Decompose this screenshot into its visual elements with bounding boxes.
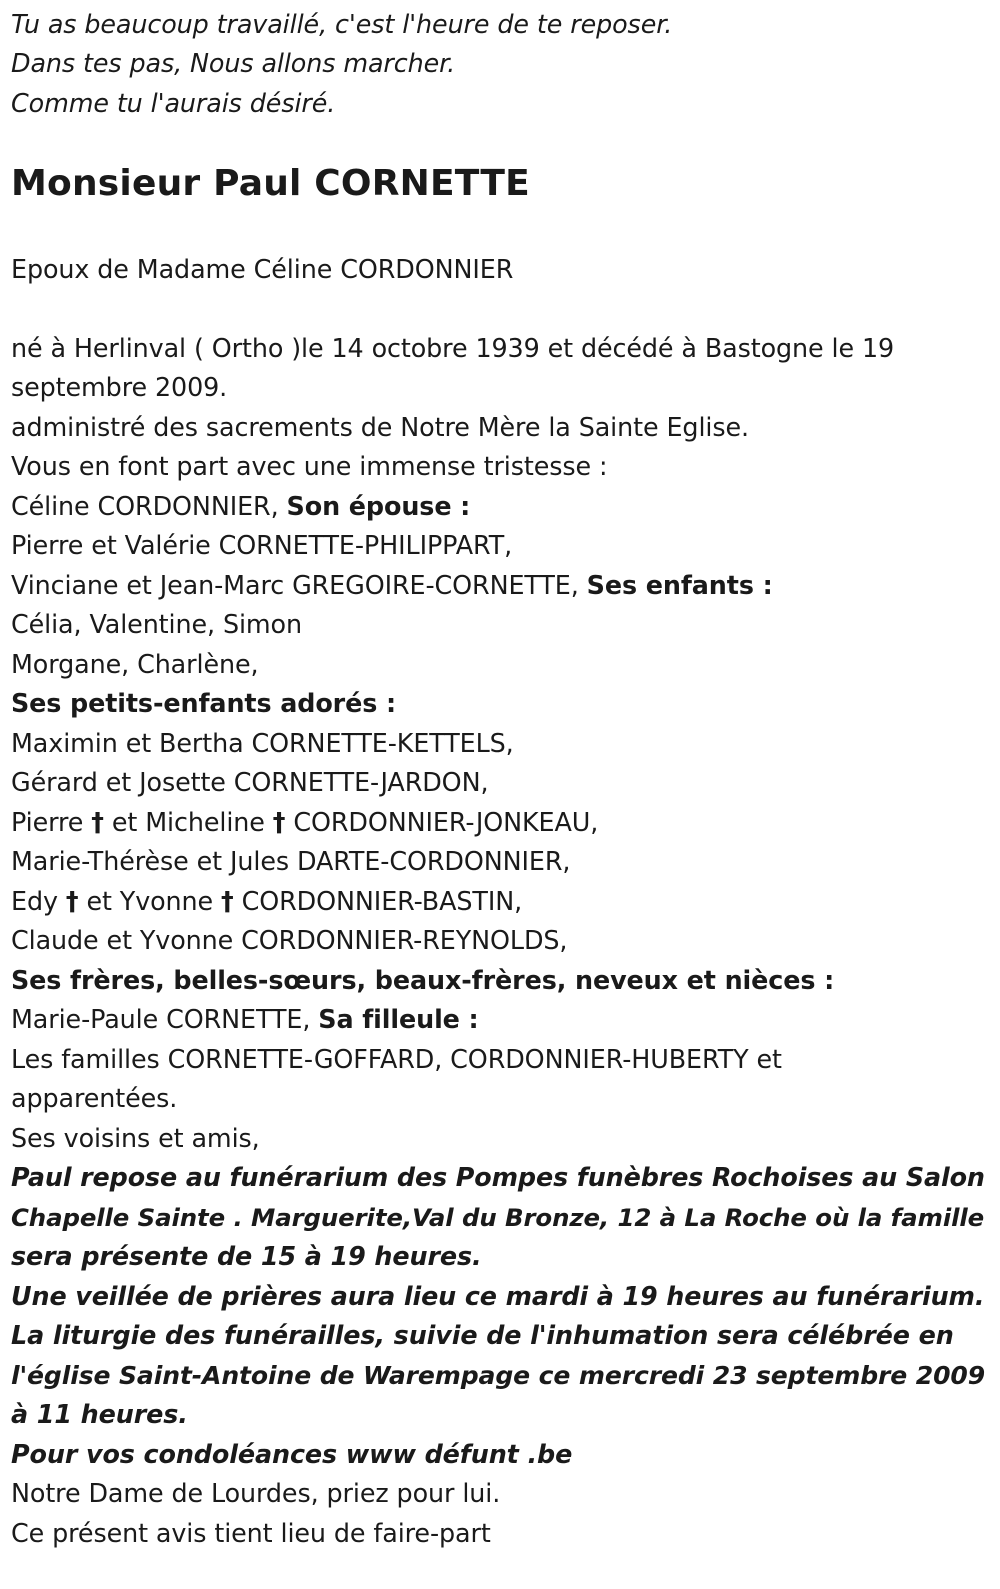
- sacraments-line: administré des sacrements de Notre Mère la Sainte Eglise.: [11, 412, 749, 442]
- details-line-5: La liturgie des funérailles, suivie de l'inhumation sera célébrée en: [11, 1320, 954, 1350]
- families-line-1: Les familles CORNETTE-GOFFARD, CORDONNIER-HUBERTY et: [11, 1044, 782, 1074]
- birth-line-1: né à Herlinval ( Ortho )le 14 octobre 1939 et décédé à Bastogne le 19: [11, 333, 895, 363]
- sibling-line-6: Claude et Yvonne CORDONNIER-REYNOLDS,: [11, 925, 568, 955]
- wife-role: Son épouse :: [286, 491, 471, 521]
- cross-icon: †: [91, 807, 104, 837]
- poem-line-2: Dans tes pas, Nous allons marcher.: [11, 48, 456, 78]
- siblings-role: Ses frères, belles-sœurs, beaux-frères, neveux et nièces :: [11, 965, 835, 995]
- closing-line-2: Ce présent avis tient lieu de faire-part: [11, 1518, 491, 1548]
- page-title: Monsieur Paul CORNETTE: [11, 163, 530, 204]
- details-line-6: l'église Saint-Antoine de Warempage ce mercredi 23 septembre 2009: [11, 1361, 986, 1390]
- poem-line-3: Comme tu l'aurais désiré.: [11, 88, 336, 118]
- sibling-surname: CORDONNIER-JONKEAU,: [285, 807, 599, 837]
- sibling-line-5: [11, 882, 522, 922]
- details-line-1: Paul repose au funérarium des Pompes funèbres Rochoises au Salon: [11, 1162, 985, 1192]
- details-line-7: à 11 heures.: [11, 1399, 188, 1429]
- sibling-line-4: Marie-Thérèse et Jules DARTE-CORDONNIER,: [11, 846, 571, 876]
- sibling-line-3: [11, 803, 598, 843]
- details-line-3: sera présente de 15 à 19 heures.: [11, 1241, 482, 1271]
- closing-line-1: Notre Dame de Lourdes, priez pour lui.: [11, 1478, 501, 1508]
- wife-line: [11, 487, 470, 527]
- sibling-line-2: Gérard et Josette CORNETTE-JARDON,: [11, 767, 489, 797]
- sibling-name: et Micheline: [103, 807, 273, 837]
- announcement-line: Vous en font part avec une immense tristesse :: [11, 451, 608, 481]
- sibling-name: et Yvonne: [78, 886, 222, 916]
- details-line-4: Une veillée de prières aura lieu ce mardi à 19 heures au funérarium.: [11, 1281, 985, 1311]
- details-line-2: Chapelle Sainte . Marguerite,Val du Bronze, 12 à La Roche où la famille: [11, 1203, 985, 1232]
- sibling-name: Pierre: [11, 807, 92, 837]
- spouse-line: Epoux de Madame Céline CORDONNIER: [11, 254, 514, 284]
- wife-name: Céline CORDONNIER,: [11, 491, 287, 521]
- families-line-2: apparentées.: [11, 1083, 178, 1113]
- poem-line-1: Tu as beaucoup travaillé, c'est l'heure de te reposer.: [11, 9, 673, 39]
- goddaughter-line: [11, 1000, 479, 1040]
- children-role: Ses enfants :: [586, 570, 773, 600]
- children-line-1: Pierre et Valérie CORNETTE-PHILIPPART,: [11, 530, 513, 560]
- goddaughter-role: Sa filleule :: [318, 1004, 479, 1034]
- cross-icon: †: [272, 807, 286, 837]
- children-line-2: [11, 566, 773, 606]
- grandchildren-line-2: Morgane, Charlène,: [11, 649, 259, 679]
- grandchildren-role: Ses petits-enfants adorés :: [11, 688, 397, 718]
- condolences-line: Pour vos condoléances www défunt .be: [11, 1439, 573, 1469]
- sibling-line-1: Maximin et Bertha CORNETTE-KETTELS,: [11, 728, 514, 758]
- cross-icon: †: [65, 886, 79, 916]
- sibling-name: Edy: [11, 886, 66, 916]
- children-names: Vinciane et Jean-Marc GREGOIRE-CORNETTE,: [11, 570, 587, 600]
- neighbors-line: Ses voisins et amis,: [11, 1123, 260, 1153]
- cross-icon: †: [221, 886, 234, 916]
- sibling-surname: CORDONNIER-BASTIN,: [233, 886, 523, 916]
- birth-line-2: septembre 2009.: [11, 372, 228, 402]
- goddaughter-name: Marie-Paule CORNETTE,: [11, 1004, 319, 1034]
- grandchildren-line-1: Célia, Valentine, Simon: [11, 609, 302, 639]
